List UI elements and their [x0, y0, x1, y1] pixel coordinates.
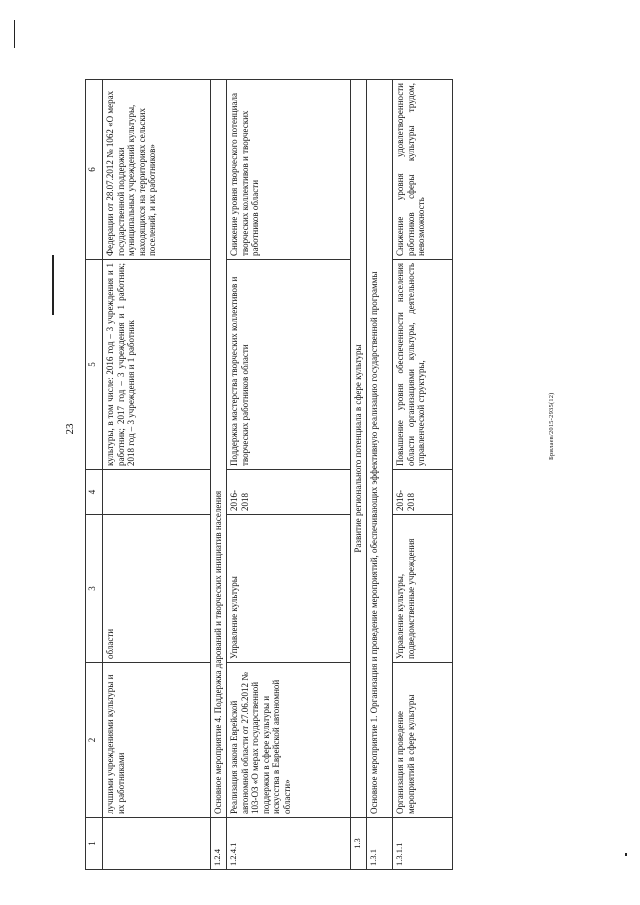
header-cell: 5: [86, 260, 103, 470]
measure-name-cell: лучшими учреждениями культуры и их работниками: [103, 663, 211, 818]
expected-result-cell: культуры, в том числе: 2016 год – 3 учреждения и 1 работник; 2017 год – 3 учреждения и 1 работник; 2018 год – 3 учреждения и 1 работник: [103, 260, 211, 470]
row-number-cell: [103, 818, 211, 870]
expected-result-cell: Повышение уровня обеспеченности населения области организациями культуры, деятельность управленческой структуры,: [393, 260, 453, 470]
row-number-cell: 1.3.1.1: [393, 818, 453, 870]
executor-cell: Управление культуры: [227, 515, 351, 663]
margin-mark: [14, 20, 15, 48]
row-number-cell: 1.2.4.1: [227, 818, 351, 870]
table-row: [367, 80, 393, 870]
table-row: [351, 80, 367, 870]
section-title-cell: Основное мероприятие 1. Организация и проведение мероприятий, обеспечивающих эффективную реализацию государственной программы: [367, 80, 393, 818]
row-number-cell: 1.3.1: [367, 818, 393, 870]
consequence-cell: Снижение уровня удовлетворенности работников сферы культуры трудом, невозможность: [393, 80, 453, 260]
program-measures-table: [85, 79, 453, 870]
consequence-cell: Федерации от 28.07.2012 № 1062 «О мерах государственной поддержки муниципальных учреждений культуры, находящихся на территориях сельских поселений, и их работников»: [103, 80, 211, 260]
executor-cell: Управление культуры, подведомственные учреждения: [393, 515, 453, 663]
period-cell: [103, 470, 211, 515]
table-row: [393, 80, 453, 870]
row-number-cell: 1.3: [351, 818, 367, 870]
period-cell: 2016-2018: [227, 470, 351, 515]
header-cell: 4: [86, 470, 103, 515]
executor-cell: области: [103, 515, 211, 663]
section-title-cell: Развитие регионального потенциала в сфере культуры: [351, 80, 367, 818]
header-cell: 1: [86, 818, 103, 870]
measure-name-cell: Организация и проведение мероприятий в сфере культуры: [393, 663, 453, 818]
table-row: [227, 80, 351, 870]
margin-mark: [52, 255, 54, 315]
table-row: [211, 80, 227, 870]
consequence-cell: Снижение уровня творческого потенциала творческих коллективов и творческих работников области: [227, 80, 351, 260]
measure-name-cell: Реализация закона Еврейской автономной области от 27.06.2012 № 103-ОЗ «О мерах государственной поддержки в сфере культуры и искусства в Еврейской автономной области»: [227, 663, 351, 818]
section-title-cell: Основное мероприятие 4. Поддержка дарований и творческих инициатив населения: [211, 80, 227, 818]
rotated-table-wrapper: [85, 80, 605, 870]
margin-mark: [625, 853, 627, 856]
period-cell: 2016-2018: [393, 470, 453, 515]
header-cell: 2: [86, 663, 103, 818]
page-number: 23: [64, 423, 76, 435]
header-cell: 6: [86, 80, 103, 260]
row-number-cell: 1.2.4: [211, 818, 227, 870]
header-cell: 3: [86, 515, 103, 663]
document-stamp: Брилаев/2015-2935(12): [548, 392, 555, 460]
header-row: [86, 80, 103, 870]
expected-result-cell: Поддержка мастерства творческих коллективов и творческих работников области: [227, 260, 351, 470]
table-row: [103, 80, 211, 870]
